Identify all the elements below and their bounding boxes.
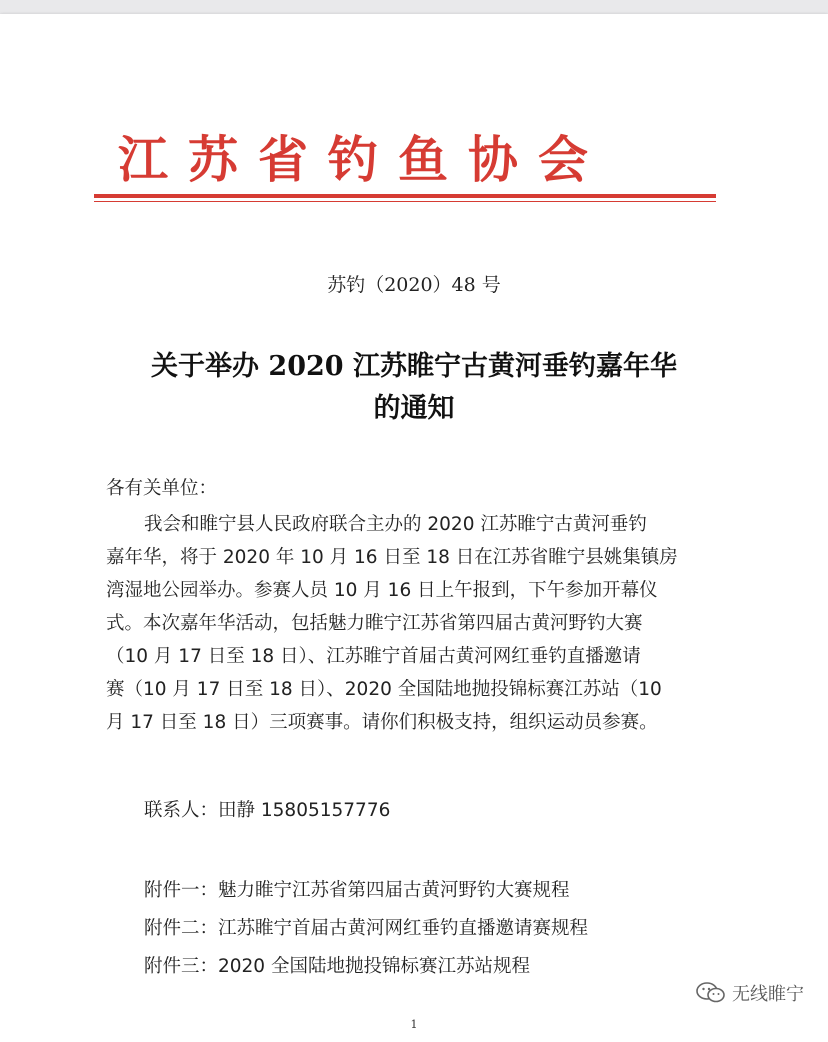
body-line: 嘉年华，将于 2020 年 10 月 16 日至 18 日在江苏省睢宁县姚集镇房 <box>106 547 678 568</box>
wechat-icon <box>696 981 726 1005</box>
letterhead-red-rule-thin <box>94 201 716 202</box>
letterhead-red-rule <box>94 194 716 198</box>
body-line: 赛（10 月 17 日至 18 日）、2020 全国陆地抛投锦标赛江苏站（10 <box>106 679 662 700</box>
watermark-text: 无线睢宁 <box>732 984 804 1005</box>
org-letterhead-title: 江苏省钓鱼协会 <box>118 130 608 189</box>
document-title-line-1: 关于举办 2020 江苏睢宁古黄河垂钓嘉年华 <box>151 351 677 382</box>
watermark <box>696 980 804 1006</box>
body-line: （10 月 17 日至 18 日）、江苏睢宁首届古黄河网红垂钓直播邀请 <box>106 646 641 667</box>
document-title-line-2: 的通知 <box>373 393 455 424</box>
document-page <box>0 14 828 1042</box>
attachment-item: 附件二：江苏睢宁首届古黄河网红垂钓直播邀请赛规程 <box>144 918 589 939</box>
body-line: 我会和睢宁县人民政府联合主办的 2020 江苏睢宁古黄河垂钓 <box>144 514 647 535</box>
document-title <box>0 346 828 430</box>
body-paragraph <box>106 508 726 739</box>
page-number: 1 <box>410 1018 418 1031</box>
body-line: 月 17 日至 18 日）三项赛事。请你们积极支持，组织运动员参赛。 <box>106 712 658 733</box>
attachment-item: 附件三：2020 全国陆地抛投锦标赛江苏站规程 <box>144 956 530 977</box>
body-line: 湾湿地公园举办。参赛人员 10 月 16 日上午报到，下午参加开幕仪 <box>106 580 658 601</box>
attachment-item: 附件一：魅力睢宁江苏省第四届古黄河野钓大赛规程 <box>144 880 570 901</box>
salutation: 各有关单位： <box>106 478 218 499</box>
body-line: 式。本次嘉年华活动，包括魅力睢宁江苏省第四届古黄河野钓大赛 <box>106 613 643 634</box>
contact-info: 联系人：田静 15805157776 <box>144 800 391 821</box>
document-number: 苏钓（2020）48 号 <box>327 274 501 296</box>
